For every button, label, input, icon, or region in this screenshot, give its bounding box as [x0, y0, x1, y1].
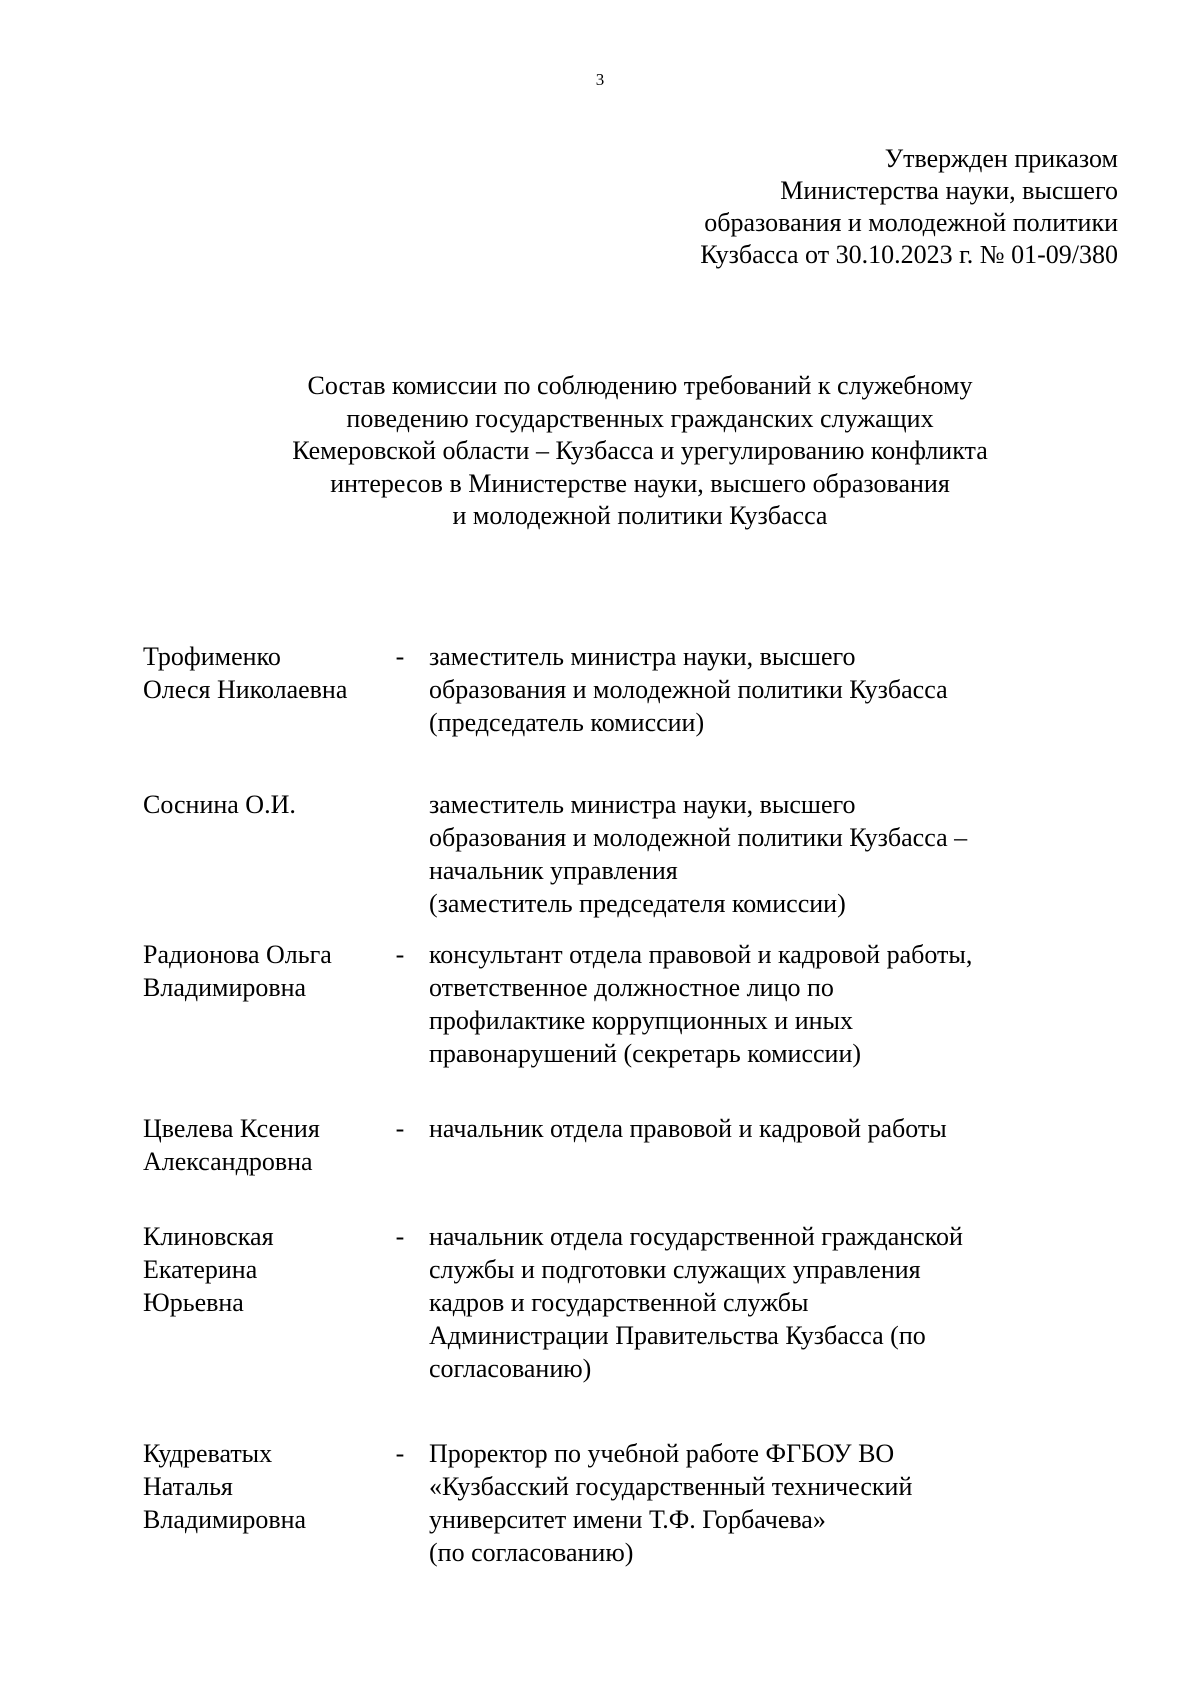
member-name — [143, 1437, 383, 1536]
member-name — [143, 1220, 383, 1319]
approval-line: Утвержден приказом — [884, 144, 1118, 173]
member-role — [429, 788, 1069, 920]
title-line: интересов в Министерстве науки, высшего образования — [330, 468, 950, 498]
role-line: университет имени Т.Ф. Горбачева» — [429, 1505, 826, 1534]
role-line: начальник управления — [429, 856, 678, 885]
member-name — [143, 788, 383, 821]
role-line: заместитель министра науки, высшего — [429, 642, 856, 671]
role-line: образования и молодежной политики Кузбасса – — [429, 823, 968, 852]
role-line: заместитель министра науки, высшего — [429, 790, 856, 819]
page-number: 3 — [595, 70, 605, 89]
role-line: правонарушений (секретарь комиссии) — [429, 1039, 862, 1068]
member-role — [429, 1220, 1069, 1385]
role-line: кадров и государственной службы — [429, 1288, 809, 1317]
member-role — [429, 1112, 1069, 1145]
separator-dash: - — [395, 1439, 405, 1468]
member-role — [429, 938, 1069, 1070]
member-role — [429, 640, 1069, 739]
separator-dash: - — [395, 940, 405, 969]
name-line: Клиновская — [143, 1222, 274, 1251]
role-line: (по согласованию) — [429, 1538, 634, 1567]
name-line: Юрьевна — [143, 1288, 244, 1317]
member-role — [429, 1437, 1069, 1569]
role-line: начальник отдела государственной гражданской — [429, 1222, 963, 1251]
role-line: Администрации Правительства Кузбасса (по — [429, 1321, 926, 1350]
member-name — [143, 1112, 383, 1178]
title-line: и молодежной политики Кузбасса — [452, 501, 828, 530]
title-line: Состав комиссии по соблюдению требований к служебному — [307, 371, 973, 400]
separator-dash: - — [395, 1222, 405, 1251]
document-title — [140, 370, 1140, 533]
name-line: Трофименко — [143, 642, 281, 671]
role-line: службы и подготовки служащих управления — [429, 1255, 921, 1284]
name-line: Наталья — [143, 1472, 233, 1501]
role-line: начальник отдела правовой и кадровой работы — [429, 1114, 947, 1143]
name-line: Кудреватых — [143, 1439, 273, 1468]
separator-dash: - — [395, 1114, 405, 1143]
approval-line: Кузбасса от 30.10.2023 г. № 01-09/380 — [700, 240, 1118, 269]
separator-dash: - — [395, 642, 405, 671]
name-line: Олеся Николаевна — [143, 675, 348, 704]
name-line: Владимировна — [143, 1505, 307, 1534]
name-line: Цвелева Ксения — [143, 1114, 320, 1143]
role-line: образования и молодежной политики Кузбасса — [429, 675, 948, 704]
approval-line: образования и молодежной политики — [704, 208, 1118, 237]
role-line: (председатель комиссии) — [429, 708, 705, 737]
name-line: Владимировна — [143, 973, 307, 1002]
member-name — [143, 640, 383, 706]
name-line: Екатерина — [143, 1255, 258, 1284]
role-line: Проректор по учебной работе ФГБОУ ВО — [429, 1439, 895, 1468]
role-line: согласованию) — [429, 1354, 592, 1383]
member-name — [143, 938, 383, 1004]
approval-stamp — [700, 143, 1118, 271]
role-line: (заместитель председателя комиссии) — [429, 889, 846, 918]
role-line: профилактике коррупционных и иных — [429, 1006, 853, 1035]
name-line: Соснина О.И. — [143, 790, 296, 819]
role-line: ответственное должностное лицо по — [429, 973, 834, 1002]
name-line: Радионова Ольга — [143, 940, 332, 969]
role-line: «Кузбасский государственный технический — [429, 1472, 913, 1501]
approval-line: Министерства науки, высшего — [780, 176, 1118, 205]
title-line: Кемеровской области – Кузбасса и урегулированию конфликта — [292, 436, 988, 465]
title-line: поведению государственных гражданских служащих — [346, 403, 934, 433]
role-line: консультант отдела правовой и кадровой работы, — [429, 940, 973, 969]
name-line: Александровна — [143, 1147, 313, 1176]
